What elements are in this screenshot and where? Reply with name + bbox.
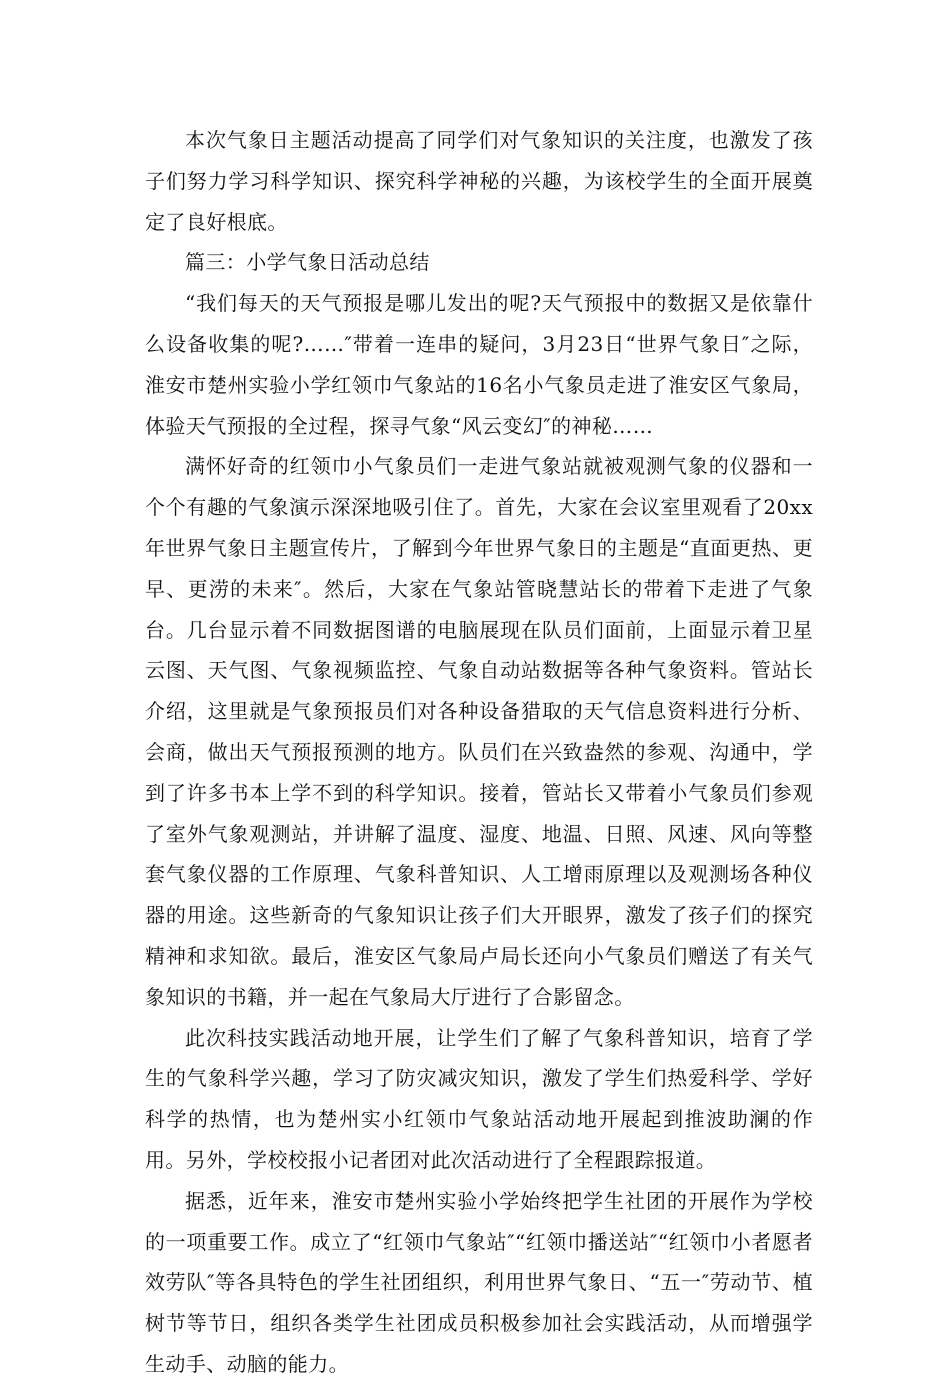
paragraph-4: 据悉，近年来，淮安市楚州实验小学始终把学生社团的开展作为学校的一项重要工作。成立了“红领巾气象站″“红领巾播送站″“红领巾小者愿者效劳队″等各具特色的学生社团组织，利用世界气象日、“五一″劳动节、植树节等节日，组织各类学生社团成员积极参加社会实践活动，从而增强学生动手、动脑的能力。 [145, 1188, 813, 1376]
paragraph-intro: 本次气象日主题活动提高了同学们对气象知识的关注度，也激发了孩子们努力学习科学知识、探究科学神秘的兴趣，为该校学生的全面开展奠定了良好根底。 [145, 128, 813, 234]
paragraph-1: “我们每天的天气预报是哪儿发出的呢?天气预报中的数据又是依靠什么设备收集的呢?……″带着一连串的疑问，3月23日“世界气象日″之际，淮安市楚州实验小学红领巾气象站的16名小气象员走进了淮安区气象局，体验天气预报的全过程，探寻气象“风云变幻″的神秘…… [145, 291, 813, 438]
paragraph-2: 满怀好奇的红领巾小气象员们一走进气象站就被观测气象的仪器和一个个有趣的气象演示深深地吸引住了。首先，大家在会议室里观看了20xx年世界气象日主题宣传片，了解到今年世界气象日的主题是“直面更热、更早、更涝的未来″。然后，大家在气象站管晓慧站长的带着下走进了气象台。几台显示着不同数据图谱的电脑展现在队员们面前，上面显示着卫星云图、天气图、气象视频监控、气象自动站数据等各种气象资料。管站长介绍，这里就是气象预报员们对各种设备猎取的天气信息资料进行分析、会商，做出天气预报预测的地方。队员们在兴致盎然的参观、沟通中，学到了许多书本上学不到的科学知识。接着，管站长又带着小气象员们参观了室外气象观测站，并讲解了温度、湿度、地温、日照、风速、风向等整套气象仪器的工作原理、气象科普知识、人工增雨原理以及观测场各种仪器的用途。这些新奇的气象知识让孩子们大开眼界，激发了孩子们的探究精神和求知欲。最后，淮安区气象局卢局长还向小气象员们赠送了有关气象知识的书籍，并一起在气象局大厅进行了合影留念。 [145, 454, 813, 1009]
document-body [145, 120, 813, 1385]
section-heading: 篇三：小学气象日活动总结 [185, 250, 430, 275]
paragraph-3: 此次科技实践活动地开展，让学生们了解了气象科普知识，培育了学生的气象科学兴趣，学习了防灾减灾知识，激发了学生们热爱科学、学好科学的热情，也为楚州实小红领巾气象站活动地开展起到推波助澜的作用。另外，学校校报小记者团对此次活动进行了全程跟踪报道。 [145, 1025, 813, 1172]
